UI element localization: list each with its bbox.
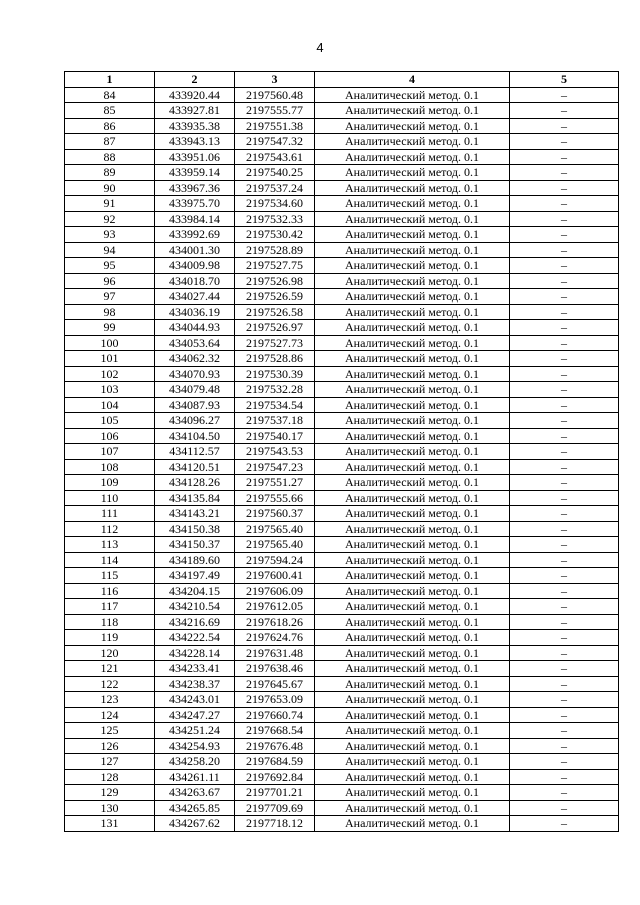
cell-description: – — [510, 103, 619, 119]
coordinates-table — [64, 71, 619, 832]
cell-point-number: 121 — [65, 661, 155, 677]
cell-y-coordinate: 2197540.17 — [235, 428, 315, 444]
cell-point-number: 103 — [65, 382, 155, 398]
cell-y-coordinate: 2197527.73 — [235, 335, 315, 351]
cell-x-coordinate: 434044.93 — [155, 320, 235, 336]
cell-x-coordinate: 434233.41 — [155, 661, 235, 677]
cell-x-coordinate: 434197.49 — [155, 568, 235, 584]
cell-y-coordinate: 2197532.33 — [235, 211, 315, 227]
table-row — [65, 242, 619, 258]
cell-point-number: 98 — [65, 304, 155, 320]
cell-method: Аналитический метод. 0.1 — [315, 630, 510, 646]
cell-y-coordinate: 2197526.98 — [235, 273, 315, 289]
table-row — [65, 707, 619, 723]
cell-description: – — [510, 242, 619, 258]
cell-point-number: 106 — [65, 428, 155, 444]
cell-x-coordinate: 434204.15 — [155, 583, 235, 599]
cell-point-number: 131 — [65, 816, 155, 832]
cell-method: Аналитический метод. 0.1 — [315, 568, 510, 584]
cell-method: Аналитический метод. 0.1 — [315, 676, 510, 692]
table-row — [65, 227, 619, 243]
cell-x-coordinate: 434254.93 — [155, 738, 235, 754]
cell-method: Аналитический метод. 0.1 — [315, 304, 510, 320]
column-header-description: 5 — [510, 72, 619, 88]
cell-description: – — [510, 165, 619, 181]
table-row — [65, 537, 619, 553]
cell-point-number: 117 — [65, 599, 155, 615]
cell-y-coordinate: 2197565.40 — [235, 537, 315, 553]
cell-point-number: 101 — [65, 351, 155, 367]
cell-point-number: 126 — [65, 738, 155, 754]
cell-method: Аналитический метод. 0.1 — [315, 614, 510, 630]
cell-y-coordinate: 2197701.21 — [235, 785, 315, 801]
cell-description: – — [510, 568, 619, 584]
cell-x-coordinate: 434062.32 — [155, 351, 235, 367]
cell-method: Аналитический метод. 0.1 — [315, 134, 510, 150]
cell-method: Аналитический метод. 0.1 — [315, 521, 510, 537]
cell-description: – — [510, 521, 619, 537]
cell-method: Аналитический метод. 0.1 — [315, 707, 510, 723]
cell-description: – — [510, 149, 619, 165]
cell-x-coordinate: 434112.57 — [155, 444, 235, 460]
cell-point-number: 120 — [65, 645, 155, 661]
cell-method: Аналитический метод. 0.1 — [315, 816, 510, 832]
cell-x-coordinate: 433975.70 — [155, 196, 235, 212]
cell-y-coordinate: 2197560.37 — [235, 506, 315, 522]
cell-method: Аналитический метод. 0.1 — [315, 87, 510, 103]
cell-x-coordinate: 433951.06 — [155, 149, 235, 165]
cell-y-coordinate: 2197547.32 — [235, 134, 315, 150]
table-row — [65, 490, 619, 506]
cell-point-number: 86 — [65, 118, 155, 134]
cell-y-coordinate: 2197618.26 — [235, 614, 315, 630]
cell-method: Аналитический метод. 0.1 — [315, 289, 510, 305]
cell-description: – — [510, 196, 619, 212]
cell-y-coordinate: 2197594.24 — [235, 552, 315, 568]
cell-y-coordinate: 2197645.67 — [235, 676, 315, 692]
cell-description: – — [510, 692, 619, 708]
cell-method: Аналитический метод. 0.1 — [315, 258, 510, 274]
cell-description: – — [510, 351, 619, 367]
cell-point-number: 111 — [65, 506, 155, 522]
cell-method: Аналитический метод. 0.1 — [315, 118, 510, 134]
cell-description: – — [510, 630, 619, 646]
table-row — [65, 211, 619, 227]
cell-x-coordinate: 434216.69 — [155, 614, 235, 630]
cell-point-number: 130 — [65, 800, 155, 816]
cell-y-coordinate: 2197551.38 — [235, 118, 315, 134]
cell-point-number: 96 — [65, 273, 155, 289]
cell-y-coordinate: 2197534.60 — [235, 196, 315, 212]
table-row — [65, 521, 619, 537]
cell-description: – — [510, 258, 619, 274]
cell-x-coordinate: 433935.38 — [155, 118, 235, 134]
cell-description: – — [510, 397, 619, 413]
cell-method: Аналитический метод. 0.1 — [315, 180, 510, 196]
cell-description: – — [510, 304, 619, 320]
table-row — [65, 273, 619, 289]
table-row — [65, 289, 619, 305]
cell-y-coordinate: 2197543.53 — [235, 444, 315, 460]
table-row — [65, 692, 619, 708]
cell-y-coordinate: 2197653.09 — [235, 692, 315, 708]
cell-description: – — [510, 785, 619, 801]
cell-x-coordinate: 434247.27 — [155, 707, 235, 723]
cell-point-number: 119 — [65, 630, 155, 646]
cell-description: – — [510, 614, 619, 630]
table-row — [65, 397, 619, 413]
cell-description: – — [510, 366, 619, 382]
cell-description: – — [510, 180, 619, 196]
cell-point-number: 100 — [65, 335, 155, 351]
table-row — [65, 180, 619, 196]
table-row — [65, 118, 619, 134]
cell-y-coordinate: 2197600.41 — [235, 568, 315, 584]
table-row — [65, 785, 619, 801]
cell-point-number: 85 — [65, 103, 155, 119]
column-header-method: 4 — [315, 72, 510, 88]
cell-y-coordinate: 2197684.59 — [235, 754, 315, 770]
cell-description: – — [510, 552, 619, 568]
table-row — [65, 103, 619, 119]
cell-description: – — [510, 723, 619, 739]
cell-point-number: 102 — [65, 366, 155, 382]
cell-point-number: 122 — [65, 676, 155, 692]
table-row — [65, 413, 619, 429]
table-row — [65, 335, 619, 351]
cell-y-coordinate: 2197528.89 — [235, 242, 315, 258]
cell-x-coordinate: 434104.50 — [155, 428, 235, 444]
cell-y-coordinate: 2197530.42 — [235, 227, 315, 243]
cell-x-coordinate: 434009.98 — [155, 258, 235, 274]
cell-method: Аналитический метод. 0.1 — [315, 149, 510, 165]
column-header-point-number: 1 — [65, 72, 155, 88]
table-row — [65, 258, 619, 274]
table-row — [65, 816, 619, 832]
table-row — [65, 738, 619, 754]
cell-y-coordinate: 2197638.46 — [235, 661, 315, 677]
cell-point-number: 90 — [65, 180, 155, 196]
table-row — [65, 769, 619, 785]
cell-y-coordinate: 2197526.58 — [235, 304, 315, 320]
cell-y-coordinate: 2197709.69 — [235, 800, 315, 816]
cell-description: – — [510, 800, 619, 816]
cell-point-number: 87 — [65, 134, 155, 150]
cell-x-coordinate: 434258.20 — [155, 754, 235, 770]
cell-method: Аналитический метод. 0.1 — [315, 661, 510, 677]
cell-x-coordinate: 433943.13 — [155, 134, 235, 150]
column-header-y-coordinate: 3 — [235, 72, 315, 88]
cell-point-number: 97 — [65, 289, 155, 305]
cell-description: – — [510, 599, 619, 615]
cell-x-coordinate: 433920.44 — [155, 87, 235, 103]
table-row — [65, 475, 619, 491]
cell-x-coordinate: 434087.93 — [155, 397, 235, 413]
cell-y-coordinate: 2197624.76 — [235, 630, 315, 646]
cell-y-coordinate: 2197547.23 — [235, 459, 315, 475]
cell-y-coordinate: 2197606.09 — [235, 583, 315, 599]
cell-x-coordinate: 433959.14 — [155, 165, 235, 181]
cell-x-coordinate: 434222.54 — [155, 630, 235, 646]
table-row — [65, 676, 619, 692]
cell-method: Аналитический метод. 0.1 — [315, 382, 510, 398]
cell-point-number: 110 — [65, 490, 155, 506]
cell-x-coordinate: 434261.11 — [155, 769, 235, 785]
cell-x-coordinate: 434210.54 — [155, 599, 235, 615]
cell-method: Аналитический метод. 0.1 — [315, 366, 510, 382]
cell-x-coordinate: 433992.69 — [155, 227, 235, 243]
cell-point-number: 115 — [65, 568, 155, 584]
cell-x-coordinate: 434238.37 — [155, 676, 235, 692]
cell-description: – — [510, 413, 619, 429]
cell-y-coordinate: 2197612.05 — [235, 599, 315, 615]
table-row — [65, 630, 619, 646]
table-row — [65, 366, 619, 382]
table-row — [65, 459, 619, 475]
cell-method: Аналитический метод. 0.1 — [315, 459, 510, 475]
table-body — [65, 87, 619, 831]
table-row — [65, 351, 619, 367]
cell-x-coordinate: 434189.60 — [155, 552, 235, 568]
cell-point-number: 92 — [65, 211, 155, 227]
cell-method: Аналитический метод. 0.1 — [315, 444, 510, 460]
table-row — [65, 661, 619, 677]
cell-point-number: 112 — [65, 521, 155, 537]
cell-description: – — [510, 227, 619, 243]
table-row — [65, 754, 619, 770]
cell-method: Аналитический метод. 0.1 — [315, 645, 510, 661]
table-row — [65, 645, 619, 661]
cell-y-coordinate: 2197555.66 — [235, 490, 315, 506]
cell-x-coordinate: 434079.48 — [155, 382, 235, 398]
cell-method: Аналитический метод. 0.1 — [315, 428, 510, 444]
table-row — [65, 87, 619, 103]
cell-method: Аналитический метод. 0.1 — [315, 692, 510, 708]
cell-y-coordinate: 2197631.48 — [235, 645, 315, 661]
cell-x-coordinate: 434251.24 — [155, 723, 235, 739]
cell-description: – — [510, 583, 619, 599]
cell-method: Аналитический метод. 0.1 — [315, 211, 510, 227]
cell-method: Аналитический метод. 0.1 — [315, 490, 510, 506]
cell-point-number: 129 — [65, 785, 155, 801]
cell-y-coordinate: 2197660.74 — [235, 707, 315, 723]
table-row — [65, 196, 619, 212]
cell-x-coordinate: 434120.51 — [155, 459, 235, 475]
cell-x-coordinate: 434018.70 — [155, 273, 235, 289]
table-row — [65, 552, 619, 568]
cell-x-coordinate: 434128.26 — [155, 475, 235, 491]
cell-description: – — [510, 273, 619, 289]
cell-point-number: 118 — [65, 614, 155, 630]
cell-y-coordinate: 2197530.39 — [235, 366, 315, 382]
cell-y-coordinate: 2197560.48 — [235, 87, 315, 103]
cell-x-coordinate: 434053.64 — [155, 335, 235, 351]
table-row — [65, 134, 619, 150]
cell-y-coordinate: 2197555.77 — [235, 103, 315, 119]
cell-description: – — [510, 475, 619, 491]
table-row — [65, 506, 619, 522]
cell-point-number: 104 — [65, 397, 155, 413]
cell-method: Аналитический метод. 0.1 — [315, 537, 510, 553]
table-row — [65, 800, 619, 816]
column-header-x-coordinate: 2 — [155, 72, 235, 88]
cell-x-coordinate: 433984.14 — [155, 211, 235, 227]
cell-x-coordinate: 434150.37 — [155, 537, 235, 553]
cell-y-coordinate: 2197532.28 — [235, 382, 315, 398]
cell-x-coordinate: 433967.36 — [155, 180, 235, 196]
cell-y-coordinate: 2197527.75 — [235, 258, 315, 274]
cell-y-coordinate: 2197526.97 — [235, 320, 315, 336]
cell-point-number: 91 — [65, 196, 155, 212]
table-row — [65, 723, 619, 739]
table-row — [65, 444, 619, 460]
cell-point-number: 113 — [65, 537, 155, 553]
cell-point-number: 127 — [65, 754, 155, 770]
cell-description: – — [510, 754, 619, 770]
cell-x-coordinate: 434036.19 — [155, 304, 235, 320]
cell-description: – — [510, 87, 619, 103]
cell-point-number: 105 — [65, 413, 155, 429]
cell-description: – — [510, 289, 619, 305]
cell-method: Аналитический метод. 0.1 — [315, 723, 510, 739]
cell-description: – — [510, 118, 619, 134]
cell-description: – — [510, 506, 619, 522]
cell-point-number: 109 — [65, 475, 155, 491]
cell-y-coordinate: 2197540.25 — [235, 165, 315, 181]
cell-description: – — [510, 382, 619, 398]
cell-x-coordinate: 434135.84 — [155, 490, 235, 506]
cell-y-coordinate: 2197528.86 — [235, 351, 315, 367]
cell-point-number: 125 — [65, 723, 155, 739]
cell-method: Аналитический метод. 0.1 — [315, 413, 510, 429]
cell-method: Аналитический метод. 0.1 — [315, 583, 510, 599]
cell-point-number: 99 — [65, 320, 155, 336]
cell-x-coordinate: 434228.14 — [155, 645, 235, 661]
cell-point-number: 124 — [65, 707, 155, 723]
cell-description: – — [510, 335, 619, 351]
cell-point-number: 116 — [65, 583, 155, 599]
cell-point-number: 93 — [65, 227, 155, 243]
cell-method: Аналитический метод. 0.1 — [315, 754, 510, 770]
cell-description: – — [510, 645, 619, 661]
cell-x-coordinate: 434263.67 — [155, 785, 235, 801]
cell-x-coordinate: 434027.44 — [155, 289, 235, 305]
cell-description: – — [510, 816, 619, 832]
table-row — [65, 583, 619, 599]
cell-method: Аналитический метод. 0.1 — [315, 599, 510, 615]
cell-description: – — [510, 444, 619, 460]
cell-y-coordinate: 2197718.12 — [235, 816, 315, 832]
cell-method: Аналитический метод. 0.1 — [315, 165, 510, 181]
cell-x-coordinate: 434267.62 — [155, 816, 235, 832]
cell-description: – — [510, 459, 619, 475]
cell-point-number: 84 — [65, 87, 155, 103]
table-row — [65, 568, 619, 584]
cell-method: Аналитический метод. 0.1 — [315, 506, 510, 522]
cell-method: Аналитический метод. 0.1 — [315, 242, 510, 258]
cell-x-coordinate: 434265.85 — [155, 800, 235, 816]
cell-y-coordinate: 2197537.18 — [235, 413, 315, 429]
cell-y-coordinate: 2197676.48 — [235, 738, 315, 754]
cell-method: Аналитический метод. 0.1 — [315, 397, 510, 413]
cell-method: Аналитический метод. 0.1 — [315, 196, 510, 212]
cell-method: Аналитический метод. 0.1 — [315, 103, 510, 119]
cell-x-coordinate: 434096.27 — [155, 413, 235, 429]
table-row — [65, 149, 619, 165]
cell-method: Аналитический метод. 0.1 — [315, 769, 510, 785]
table-header-row — [65, 72, 619, 88]
cell-point-number: 108 — [65, 459, 155, 475]
cell-method: Аналитический метод. 0.1 — [315, 273, 510, 289]
cell-description: – — [510, 211, 619, 227]
table-row — [65, 320, 619, 336]
cell-point-number: 95 — [65, 258, 155, 274]
table-row — [65, 428, 619, 444]
cell-y-coordinate: 2197551.27 — [235, 475, 315, 491]
cell-x-coordinate: 434243.01 — [155, 692, 235, 708]
cell-description: – — [510, 320, 619, 336]
cell-method: Аналитический метод. 0.1 — [315, 475, 510, 491]
cell-x-coordinate: 434001.30 — [155, 242, 235, 258]
cell-description: – — [510, 738, 619, 754]
cell-point-number: 88 — [65, 149, 155, 165]
cell-x-coordinate: 434070.93 — [155, 366, 235, 382]
cell-point-number: 89 — [65, 165, 155, 181]
table-row — [65, 165, 619, 181]
cell-description: – — [510, 707, 619, 723]
cell-description: – — [510, 661, 619, 677]
table-row — [65, 304, 619, 320]
cell-description: – — [510, 676, 619, 692]
cell-method: Аналитический метод. 0.1 — [315, 800, 510, 816]
cell-description: – — [510, 537, 619, 553]
cell-method: Аналитический метод. 0.1 — [315, 351, 510, 367]
cell-y-coordinate: 2197692.84 — [235, 769, 315, 785]
cell-description: – — [510, 428, 619, 444]
cell-description: – — [510, 490, 619, 506]
cell-method: Аналитический метод. 0.1 — [315, 738, 510, 754]
cell-y-coordinate: 2197534.54 — [235, 397, 315, 413]
cell-method: Аналитический метод. 0.1 — [315, 335, 510, 351]
cell-point-number: 94 — [65, 242, 155, 258]
cell-point-number: 107 — [65, 444, 155, 460]
cell-y-coordinate: 2197537.24 — [235, 180, 315, 196]
cell-y-coordinate: 2197668.54 — [235, 723, 315, 739]
table-row — [65, 382, 619, 398]
cell-method: Аналитический метод. 0.1 — [315, 552, 510, 568]
cell-x-coordinate: 433927.81 — [155, 103, 235, 119]
table-row — [65, 614, 619, 630]
cell-point-number: 128 — [65, 769, 155, 785]
cell-point-number: 123 — [65, 692, 155, 708]
cell-point-number: 114 — [65, 552, 155, 568]
cell-x-coordinate: 434143.21 — [155, 506, 235, 522]
cell-method: Аналитический метод. 0.1 — [315, 320, 510, 336]
cell-method: Аналитический метод. 0.1 — [315, 227, 510, 243]
cell-method: Аналитический метод. 0.1 — [315, 785, 510, 801]
cell-y-coordinate: 2197543.61 — [235, 149, 315, 165]
cell-x-coordinate: 434150.38 — [155, 521, 235, 537]
cell-description: – — [510, 134, 619, 150]
cell-y-coordinate: 2197526.59 — [235, 289, 315, 305]
cell-description: – — [510, 769, 619, 785]
table-row — [65, 599, 619, 615]
page-number: 4 — [316, 40, 324, 55]
cell-y-coordinate: 2197565.40 — [235, 521, 315, 537]
